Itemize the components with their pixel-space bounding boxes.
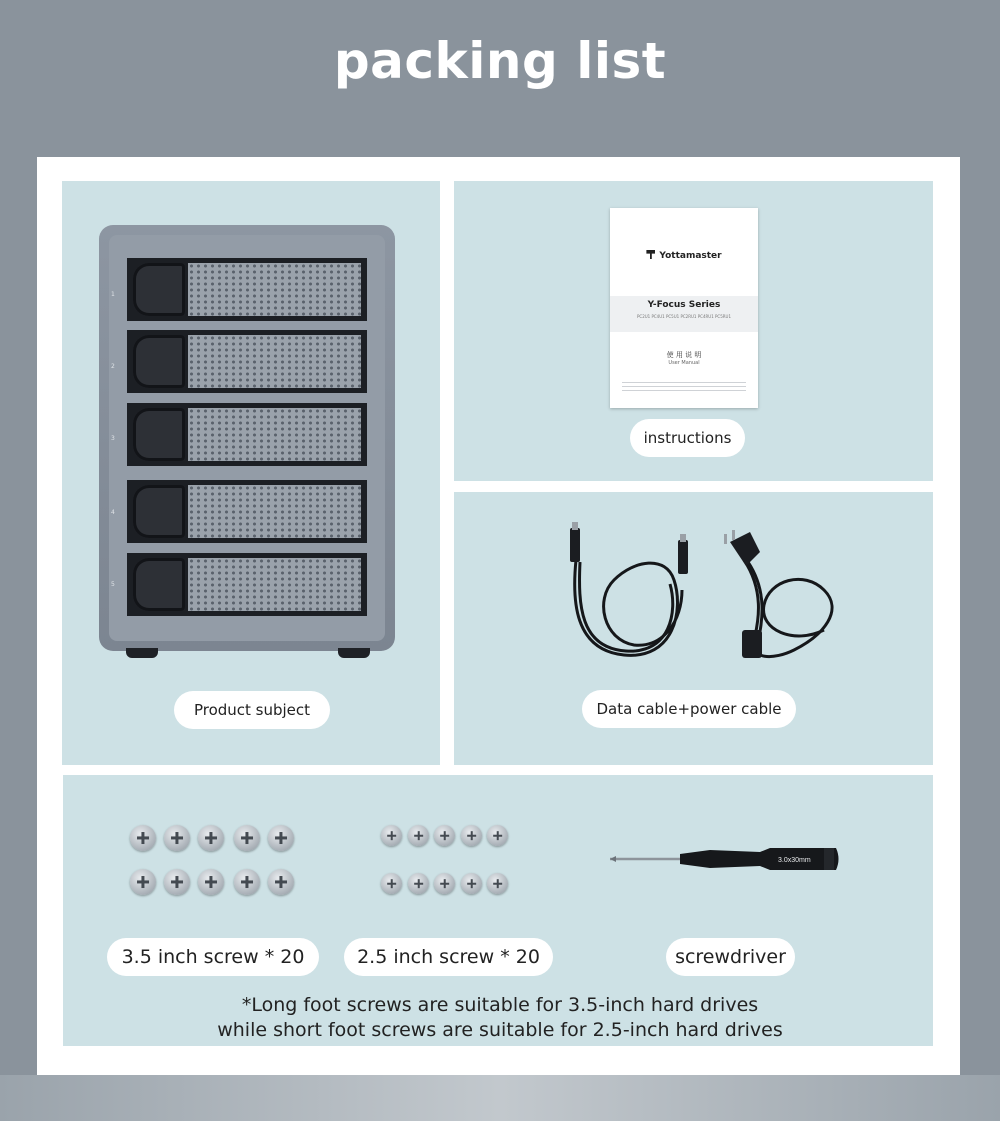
bay-number: 5 <box>111 581 115 588</box>
bay-mesh <box>188 335 361 388</box>
bay-number: 2 <box>111 363 115 370</box>
screw-25-icon <box>381 825 402 846</box>
bay-mesh <box>188 485 361 538</box>
screw-35-icon <box>130 825 156 851</box>
manual-series: Y-Focus Series <box>647 300 721 310</box>
bay-handle <box>133 485 185 538</box>
screw-35-icon <box>164 825 190 851</box>
cables-label: Data cable+power cable <box>582 690 796 728</box>
page-title: packing list <box>333 32 667 90</box>
screw-25-icon <box>461 873 482 894</box>
bay-handle <box>133 558 185 611</box>
screw-25-icon <box>381 873 402 894</box>
screw-35-icon <box>268 869 294 895</box>
bay-number: 3 <box>111 435 115 442</box>
cables-image <box>554 520 854 670</box>
screwdriver-image <box>610 842 842 876</box>
instructions-label: instructions <box>630 419 745 457</box>
screw-25-label: 2.5 inch screw * 20 <box>344 938 553 976</box>
bay-handle <box>133 335 185 388</box>
screw-35-label: 3.5 inch screw * 20 <box>107 938 319 976</box>
screw-35-icon <box>234 825 260 851</box>
screw-35-icon <box>130 869 156 895</box>
screw-25-icon <box>487 825 508 846</box>
product-label: Product subject <box>174 691 330 729</box>
screw-35-icon <box>268 825 294 851</box>
enclosure-foot <box>126 648 158 658</box>
screw-note-line2: while short foot screws are suitable for 2.5-inch hard drives <box>217 1019 783 1041</box>
drive-bay <box>127 403 367 466</box>
iec-connector <box>742 630 762 658</box>
bay-mesh <box>188 408 361 461</box>
manual-brand <box>610 250 758 261</box>
bay-number: 4 <box>111 509 115 516</box>
bay-mesh <box>188 263 361 316</box>
screw-25-icon <box>461 825 482 846</box>
bay-mesh <box>188 558 361 611</box>
manual-models: PC2U1 PC4U1 PC5U1 PC2RU1 PC4RU1 PC5RU1 <box>636 314 732 319</box>
drive-bay <box>127 480 367 543</box>
screwdriver-label: screwdriver <box>666 938 795 976</box>
usb-plug-right <box>678 540 688 574</box>
screw-35-icon <box>164 869 190 895</box>
manual-title-cn: 使 用 说 明 <box>666 351 702 359</box>
screw-25-icon <box>487 873 508 894</box>
manual-fine-print <box>622 382 746 394</box>
screw-35-icon <box>198 825 224 851</box>
bay-number: 1 <box>111 291 115 298</box>
manual-title-en: User Manual <box>668 360 700 366</box>
screw-25-icon <box>408 873 429 894</box>
enclosure-image <box>99 225 395 651</box>
screw-note-line1: *Long foot screws are suitable for 3.5-inch hard drives <box>241 994 759 1016</box>
usb-plug-left <box>570 528 580 562</box>
drive-bay <box>127 553 367 616</box>
brand-logo-icon <box>646 250 655 259</box>
manual-brand-text: Yottamaster <box>659 251 722 261</box>
usb-data-cable <box>575 560 682 655</box>
screwdriver-size-mark: 3.0x30mm <box>778 857 811 864</box>
user-manual-image <box>610 208 758 408</box>
bay-handle <box>133 408 185 461</box>
screw-25-icon <box>434 873 455 894</box>
drive-bay <box>127 330 367 393</box>
screw-35-icon <box>198 869 224 895</box>
bay-handle <box>133 263 185 316</box>
drive-bay <box>127 258 367 321</box>
screw-35-icon <box>234 869 260 895</box>
enclosure-foot <box>338 648 370 658</box>
screw-25-icon <box>434 825 455 846</box>
screw-25-icon <box>408 825 429 846</box>
bottom-band <box>0 1075 1000 1121</box>
